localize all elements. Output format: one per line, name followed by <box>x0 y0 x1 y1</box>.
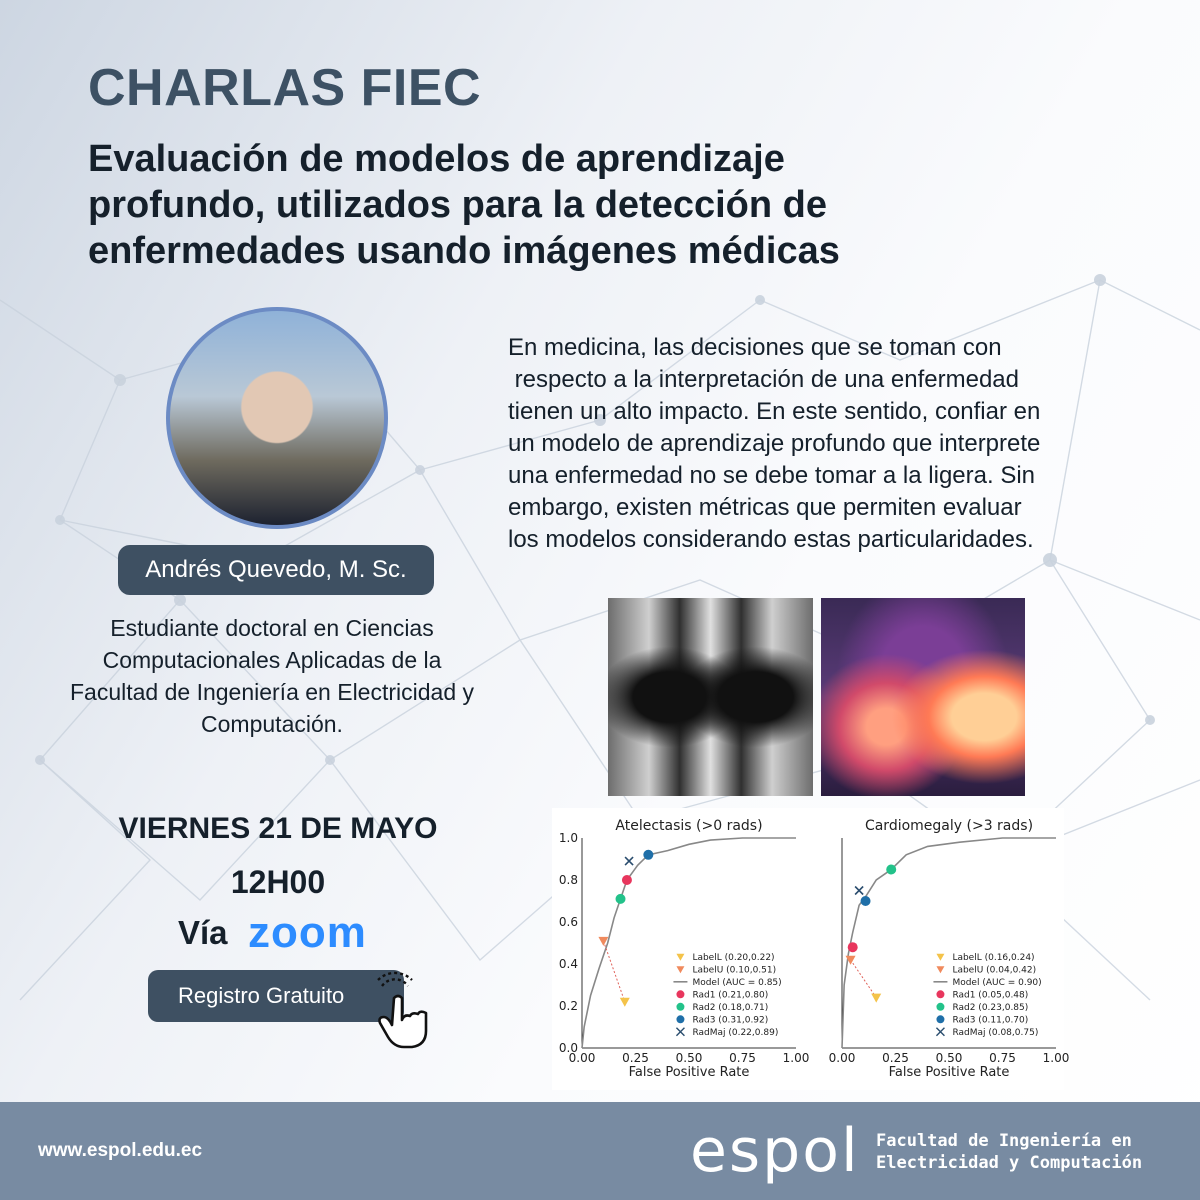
xray-image <box>608 598 813 796</box>
label-link <box>603 941 624 1002</box>
data-point <box>616 894 626 904</box>
y-tick-label: 0.6 <box>558 915 578 929</box>
chart-title: Cardiomegaly (>3 rads) <box>864 818 1034 834</box>
espol-logo: espol <box>690 1116 860 1186</box>
series-title: CHARLAS FIEC <box>88 59 482 117</box>
y-tick-label: 1.0 <box>558 831 578 845</box>
data-point <box>643 850 653 860</box>
data-point <box>855 887 863 895</box>
legend-marker <box>936 990 944 998</box>
pointer-hand-icon <box>372 976 450 1054</box>
legend-marker <box>936 1003 944 1011</box>
x-axis-label: False Positive Rate <box>888 1065 1010 1080</box>
legend-label: LabelL (0.16,0.24) <box>952 952 1035 963</box>
faculty-line-1: Facultad de Ingeniería en <box>876 1131 1132 1151</box>
zoom-logo: zoom <box>248 908 367 957</box>
x-tick-label: 0.75 <box>729 1051 756 1065</box>
data-point <box>886 865 896 875</box>
heatmap-image <box>821 598 1025 796</box>
data-point <box>871 994 881 1003</box>
x-tick-label: 0.50 <box>675 1051 703 1065</box>
data-point <box>620 998 630 1007</box>
legend-label: LabelL (0.20,0.22) <box>692 952 775 963</box>
legend-marker <box>676 1003 684 1011</box>
event-time: 12H00 <box>230 864 326 900</box>
speaker-bio: Estudiante doctoral en Ciencias Computacionales Aplicadas de la Facultad de Ingeniería en Electricidad y Computación. <box>69 615 475 737</box>
legend-marker <box>936 1015 944 1023</box>
label-link <box>851 960 877 998</box>
legend-marker <box>676 954 684 961</box>
legend-marker <box>676 966 684 973</box>
legend-label: Rad2 (0.18,0.71) <box>692 1002 769 1013</box>
legend-label: Model (AUC = 0.85) <box>692 977 782 988</box>
legend-marker <box>936 954 944 961</box>
talk-description <box>508 332 1148 556</box>
legend-label: Rad1 (0.21,0.80) <box>692 990 769 1001</box>
description-line: tienen un alto impacto. En este sentido, confiar en <box>508 398 1041 425</box>
data-point <box>848 942 858 952</box>
legend-marker <box>676 1015 684 1023</box>
legend-marker <box>936 1028 944 1036</box>
legend-marker <box>936 966 944 973</box>
website-link[interactable]: www.espol.edu.ec <box>38 1140 203 1161</box>
legend-label: LabelU (0.10,0.51) <box>692 965 777 976</box>
legend-label: Rad3 (0.31,0.92) <box>692 1015 769 1026</box>
x-tick-label: 0.25 <box>622 1051 649 1065</box>
speaker-name: Andrés Quevedo, M. Sc. <box>118 545 434 595</box>
legend-marker <box>676 990 684 998</box>
y-tick-label: 0.4 <box>558 957 578 971</box>
x-tick-label: 0.25 <box>882 1051 909 1065</box>
description-line: respecto a la interpretación de una enfermedad <box>508 366 1019 393</box>
legend-label: Rad2 (0.23,0.85) <box>952 1002 1029 1013</box>
legend-marker <box>676 1028 684 1036</box>
x-tick-label: 1.00 <box>1042 1051 1070 1065</box>
legend-label: Rad1 (0.05,0.48) <box>952 990 1029 1001</box>
legend-label: RadMaj (0.08,0.75) <box>952 1027 1039 1038</box>
chart-title: Atelectasis (>0 rads) <box>615 818 763 834</box>
description-line: En medicina, las decisiones que se toman con <box>508 334 1002 361</box>
talk-title: Evaluación de modelos de aprendizaje profundo, utilizados para la detección de enfermedades usando imágenes médicas <box>88 138 840 272</box>
x-tick-label: 0.50 <box>935 1051 963 1065</box>
y-tick-label: 0.8 <box>558 873 578 887</box>
data-point <box>625 857 633 865</box>
x-tick-label: 0.00 <box>828 1051 856 1065</box>
x-tick-label: 0.75 <box>989 1051 1016 1065</box>
legend-label: LabelU (0.04,0.42) <box>952 965 1037 976</box>
legend-label: Model (AUC = 0.90) <box>952 977 1042 988</box>
x-tick-label: 1.00 <box>782 1051 810 1065</box>
event-date: VIERNES 21 DE MAYO <box>118 812 438 845</box>
speaker-photo <box>166 307 388 529</box>
faculty-line-2: Electricidad y Computación <box>876 1153 1143 1173</box>
legend-label: RadMaj (0.22,0.89) <box>692 1027 779 1038</box>
faculty-name <box>876 1130 1142 1174</box>
register-button[interactable]: Registro Gratuito <box>148 970 404 1022</box>
y-tick-label: 0.0 <box>558 1041 578 1055</box>
y-tick-label: 0.2 <box>558 999 578 1013</box>
data-point <box>861 896 871 906</box>
via-label: Vía <box>178 914 228 951</box>
description-line: un modelo de aprendizaje profundo que interprete <box>508 430 1041 457</box>
legend-label: Rad3 (0.11,0.70) <box>952 1015 1029 1026</box>
data-point <box>622 875 632 885</box>
description-line: una enfermedad no se debe tomar a la ligera. Sin <box>508 462 1036 489</box>
roc-charts <box>552 808 1070 1090</box>
footer-bar <box>0 1102 1200 1200</box>
x-axis-label: False Positive Rate <box>628 1065 750 1080</box>
description-line: embargo, existen métricas que permiten evaluar <box>508 494 1022 521</box>
x-tick-label: 0.00 <box>568 1051 596 1065</box>
description-line: los modelos considerando estas particularidades. <box>508 526 1034 553</box>
